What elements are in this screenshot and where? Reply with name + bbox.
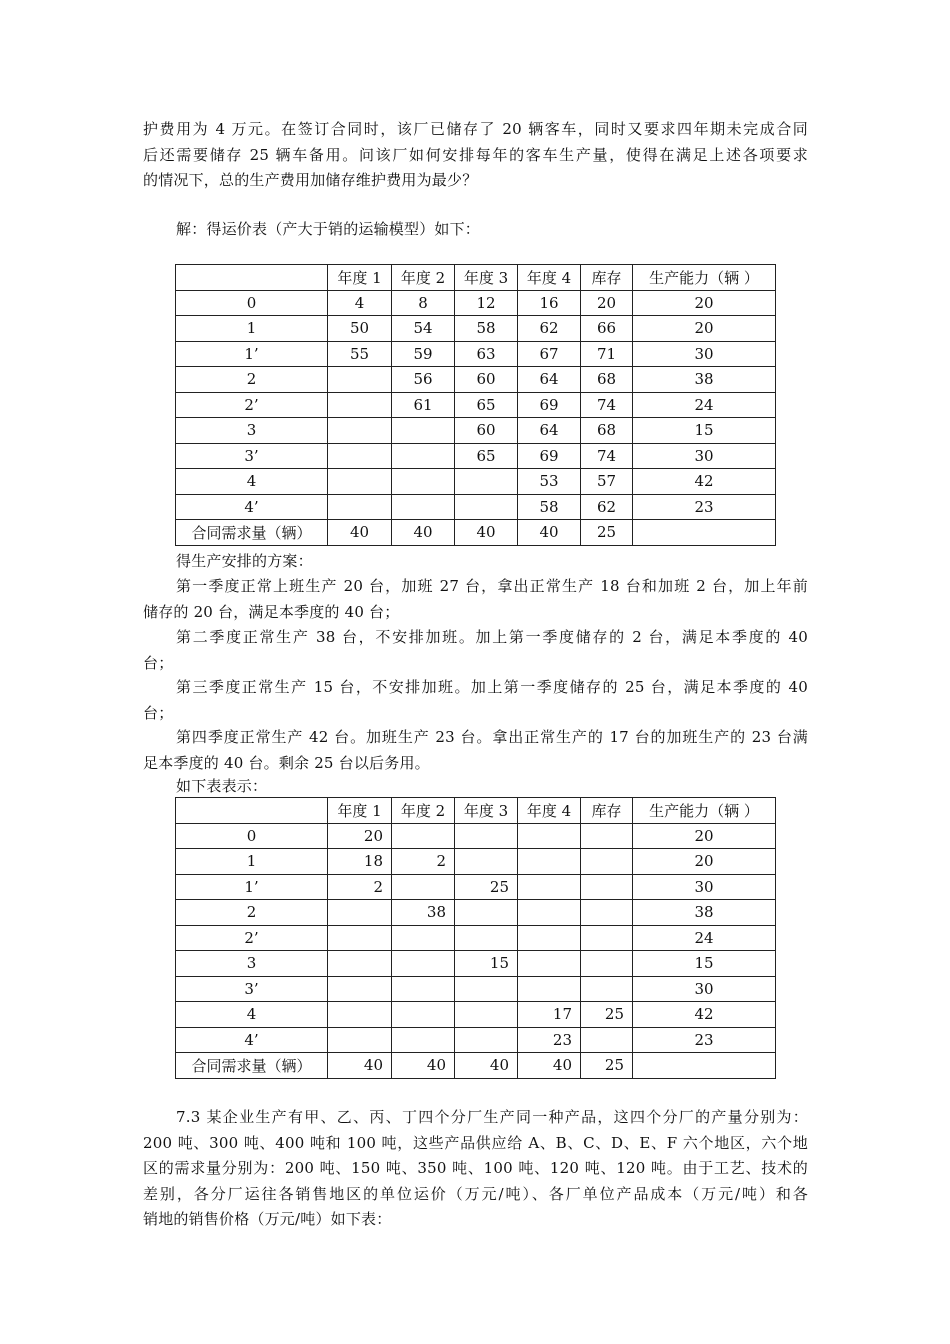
table-cell: [328, 925, 392, 951]
table-cell: 74: [581, 443, 633, 469]
table-row: [176, 290, 776, 316]
table-cell: 68: [581, 367, 633, 393]
header-cell: 年度 4: [518, 265, 581, 291]
table-cell: [328, 418, 392, 444]
table-cell: 20: [633, 823, 776, 849]
header-cell: 年度 4: [518, 798, 581, 824]
table-cell: [392, 1027, 455, 1053]
table-cell: 68: [581, 418, 633, 444]
table-cell: 64: [518, 367, 581, 393]
table-cell: [392, 494, 455, 520]
plan-q2-line-2: 台；: [143, 654, 174, 672]
table-cell: 18: [328, 849, 392, 875]
table-cell: 40: [455, 1053, 518, 1079]
table-cell: 17: [518, 1002, 581, 1028]
table-cell: [328, 494, 392, 520]
table-cell: 40: [392, 1053, 455, 1079]
table-cell: 58: [455, 316, 518, 342]
header-cell: 年度 2: [392, 265, 455, 291]
table-cell: 30: [633, 443, 776, 469]
plan-q3-line-1: 第三季度正常生产 15 台，不安排加班。加上第一季度储存的 25 台，满足本季度的 40: [176, 678, 808, 696]
table-cell: [328, 900, 392, 926]
table-cell: 61: [392, 392, 455, 418]
table-cell: 40: [328, 1053, 392, 1079]
header-cell: 生产能力（辆 ）: [633, 798, 776, 824]
table-cell: [581, 823, 633, 849]
table-cell: [328, 976, 392, 1002]
problem-line-5: 销地的销售价格（万元/吨）如下表：: [143, 1210, 392, 1228]
table-row: [176, 1053, 776, 1079]
row-label-cell: 0: [176, 823, 328, 849]
table-cell: [392, 925, 455, 951]
table-cell: 64: [518, 418, 581, 444]
table-row: [176, 951, 776, 977]
row-label-cell: 2’: [176, 392, 328, 418]
table-cell: [328, 1002, 392, 1028]
table-row: [176, 823, 776, 849]
table-cell: [392, 823, 455, 849]
plan-q2-line-1: 第二季度正常生产 38 台，不安排加班。加上第一季度储存的 2 台，满足本季度的 40: [176, 628, 808, 646]
table-cell: 69: [518, 392, 581, 418]
table-cell: 40: [328, 520, 392, 546]
table-cell: [518, 976, 581, 1002]
table-cell: [328, 1027, 392, 1053]
header-cell: 库存: [581, 265, 633, 291]
table-cell: [581, 925, 633, 951]
plan-q1-line-2: 储存的 20 台，满足本季度的 40 台；: [143, 603, 400, 621]
row-label-cell: 3’: [176, 976, 328, 1002]
header-cell: 年度 1: [328, 798, 392, 824]
table-cell: [455, 494, 518, 520]
table-cell: 62: [581, 494, 633, 520]
table-cell: 20: [633, 849, 776, 875]
table-cell: 60: [455, 418, 518, 444]
table-cell: 15: [633, 418, 776, 444]
table-cell: [328, 392, 392, 418]
table-cell: 60: [455, 367, 518, 393]
table-cell: 40: [392, 520, 455, 546]
table-cell: [518, 849, 581, 875]
table-cell: 15: [633, 951, 776, 977]
row-label-cell: 4: [176, 469, 328, 495]
table-cell: 38: [392, 900, 455, 926]
header-cell: 年度 3: [455, 265, 518, 291]
table-cell: 25: [581, 520, 633, 546]
header-row: [176, 798, 776, 824]
table-row: [176, 1027, 776, 1053]
row-label-cell: 1: [176, 849, 328, 875]
intro-line-1: 护费用为 4 万元。在签订合同时，该厂已储存了 20 辆客车，同时又要求四年期未完成合同: [143, 120, 808, 138]
table-cell: 25: [581, 1002, 633, 1028]
table-cell: 8: [392, 290, 455, 316]
row-label-cell: 2: [176, 367, 328, 393]
table-cell: [518, 951, 581, 977]
row-label-cell: 1: [176, 316, 328, 342]
plan-q4-line-1: 第四季度正常生产 42 台。加班生产 23 台。拿出正常生产的 17 台的加班生产的 23 台满: [176, 728, 808, 746]
table-row: [176, 494, 776, 520]
header-cell: 年度 2: [392, 798, 455, 824]
table-cell: [328, 951, 392, 977]
table-cell: 42: [633, 1002, 776, 1028]
header-row: [176, 265, 776, 291]
table-cell: 42: [633, 469, 776, 495]
row-label-cell: 2’: [176, 925, 328, 951]
table-cell: 30: [633, 976, 776, 1002]
table-cell: [581, 849, 633, 875]
table-cell: [633, 520, 776, 546]
table-cell: 30: [633, 341, 776, 367]
intro-line-2: 后还需要储存 25 辆车备用。问该厂如何安排每年的客车生产量，使得在满足上述各项要求: [143, 146, 808, 164]
plan-q1-line-1: 第一季度正常上班生产 20 台，加班 27 台，拿出正常生产 18 台和加班 2 台，加上年前: [176, 577, 808, 595]
table-cell: 57: [581, 469, 633, 495]
header-cell: [176, 798, 328, 824]
table-cell: 2: [328, 874, 392, 900]
table-cell: 20: [581, 290, 633, 316]
row-label-cell: 4’: [176, 1027, 328, 1053]
table-row: [176, 392, 776, 418]
table-cell: 53: [518, 469, 581, 495]
table-row: [176, 874, 776, 900]
problem-line-4: 差别，各分厂运往各销售地区的单位运价（万元/吨）、各厂单位产品成本（万元/吨）和各: [143, 1185, 808, 1203]
row-label-cell: 2: [176, 900, 328, 926]
table-cell: 38: [633, 367, 776, 393]
table-cell: 15: [455, 951, 518, 977]
table-cell: 62: [518, 316, 581, 342]
table-cell: [581, 874, 633, 900]
table-cell: 50: [328, 316, 392, 342]
table-cell: 54: [392, 316, 455, 342]
header-cell: 年度 1: [328, 265, 392, 291]
table-row: [176, 900, 776, 926]
table-cell: 23: [633, 494, 776, 520]
table-cell: 59: [392, 341, 455, 367]
table-cell: 12: [455, 290, 518, 316]
table-cell: [392, 418, 455, 444]
table-cell: [392, 874, 455, 900]
plan-q4-line-2: 足本季度的 40 台。剩余 25 台以后务用。: [143, 754, 430, 772]
table-cell: [455, 976, 518, 1002]
table-cell: [518, 900, 581, 926]
table-cell: 58: [518, 494, 581, 520]
table-cell: 16: [518, 290, 581, 316]
header-cell: [176, 265, 328, 291]
table-cell: [455, 823, 518, 849]
table-cell: 55: [328, 341, 392, 367]
table-cell: [455, 1027, 518, 1053]
problem-line-1: 7.3 某企业生产有甲、乙、丙、丁四个分厂生产同一种产品，这四个分厂的产量分别为：: [176, 1108, 808, 1126]
table-row: [176, 341, 776, 367]
table-cell: [633, 1053, 776, 1079]
table-cell: [518, 823, 581, 849]
table-cell: [455, 925, 518, 951]
plan-heading: 得生产安排的方案：: [176, 552, 313, 570]
row-label-cell: 3: [176, 951, 328, 977]
table-cell: [392, 469, 455, 495]
row-label-cell: 0: [176, 290, 328, 316]
table-cell: [392, 1002, 455, 1028]
table-row: [176, 316, 776, 342]
table-row: [176, 1002, 776, 1028]
table-cell: 2: [392, 849, 455, 875]
table-cell: [392, 443, 455, 469]
table-cell: [518, 874, 581, 900]
table-cell: 38: [633, 900, 776, 926]
table-cell: 65: [455, 443, 518, 469]
table-row: [176, 849, 776, 875]
row-label-cell: 合同需求量（辆）: [176, 1053, 328, 1079]
problem-line-2: 200 吨、300 吨、400 吨和 100 吨，这些产品供应给 A、B、C、D、E、F 六个地区，六个地: [143, 1134, 808, 1152]
table-cell: [328, 443, 392, 469]
table-cell: 20: [328, 823, 392, 849]
row-label-cell: 4: [176, 1002, 328, 1028]
plan-q3-line-2: 台；: [143, 704, 174, 722]
table-cell: 24: [633, 392, 776, 418]
table-cell: 25: [581, 1053, 633, 1079]
table-cell: [581, 976, 633, 1002]
table-row: [176, 520, 776, 546]
table-row: [176, 925, 776, 951]
row-label-cell: 合同需求量（辆）: [176, 520, 328, 546]
table-cell: 25: [455, 874, 518, 900]
row-label-cell: 1’: [176, 874, 328, 900]
intro-line-3: 的情况下，总的生产费用加储存维护费用为最少？: [143, 171, 478, 189]
table-cell: 40: [518, 1053, 581, 1079]
row-label-cell: 4’: [176, 494, 328, 520]
row-label-cell: 3: [176, 418, 328, 444]
table-cell: [518, 925, 581, 951]
table-row: [176, 976, 776, 1002]
table-cell: 23: [633, 1027, 776, 1053]
table-cell: 71: [581, 341, 633, 367]
table-cell: 20: [633, 290, 776, 316]
table-row: [176, 443, 776, 469]
table-cell: [581, 951, 633, 977]
table-row: [176, 469, 776, 495]
table-cell: [328, 469, 392, 495]
table-cell: [455, 1002, 518, 1028]
table-cell: [455, 900, 518, 926]
production-plan-table: [175, 797, 776, 1079]
header-cell: 库存: [581, 798, 633, 824]
table-cell: [392, 976, 455, 1002]
table-cell: 56: [392, 367, 455, 393]
table-row: [176, 367, 776, 393]
table-cell: 67: [518, 341, 581, 367]
table-cell: 40: [455, 520, 518, 546]
table-cell: [328, 367, 392, 393]
table-cell: 24: [633, 925, 776, 951]
row-label-cell: 1’: [176, 341, 328, 367]
table-cell: 66: [581, 316, 633, 342]
table-cell: [455, 469, 518, 495]
solution-heading: 解：得运价表（产大于销的运输模型）如下：: [176, 220, 481, 238]
table2-caption: 如下表表示：: [176, 777, 268, 795]
table-cell: [392, 951, 455, 977]
problem-line-3: 区的需求量分别为：200 吨、150 吨、350 吨、100 吨、120 吨、120 吨。由于工艺、技术的: [143, 1159, 808, 1177]
header-cell: 生产能力（辆 ）: [633, 265, 776, 291]
table-cell: [455, 849, 518, 875]
table-cell: 23: [518, 1027, 581, 1053]
table-cell: [581, 1027, 633, 1053]
row-label-cell: 3’: [176, 443, 328, 469]
table-cell: 69: [518, 443, 581, 469]
table-cell: [581, 900, 633, 926]
table-cell: 4: [328, 290, 392, 316]
table-row: [176, 418, 776, 444]
table-cell: 40: [518, 520, 581, 546]
table-cell: 63: [455, 341, 518, 367]
table-cell: 74: [581, 392, 633, 418]
table-cell: 20: [633, 316, 776, 342]
table-cell: 30: [633, 874, 776, 900]
freight-rate-table: [175, 264, 776, 546]
header-cell: 年度 3: [455, 798, 518, 824]
table-cell: 65: [455, 392, 518, 418]
